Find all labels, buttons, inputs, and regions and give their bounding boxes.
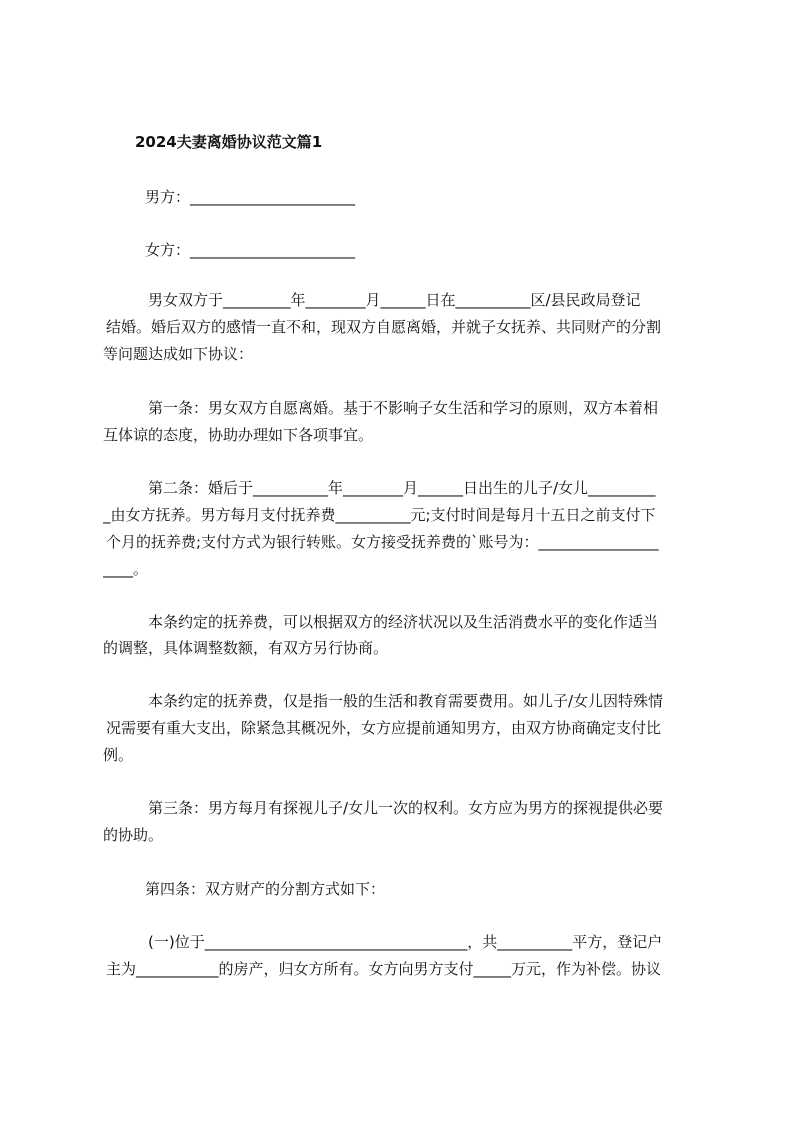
paragraph-line: _由女方抚养。男方每月支付抚养费__________元;支付时间是每月十五日之前支付下: [103, 506, 656, 524]
paragraph-line: 本条约定的抚养费，可以根据双方的经济状况以及生活消费水平的变化作适当: [148, 613, 659, 631]
paragraph-line: 本条约定的抚养费，仅是指一般的生活和教育需要费用。如儿子/女儿因特殊情: [148, 692, 664, 710]
paragraph-line: 况需要有重大支出，除紧急其概况外，女方应提前通知男方，由双方协商确定支付比: [106, 719, 662, 737]
paragraph-line: 互体谅的态度，协助办理如下各项事宜。: [103, 426, 374, 444]
paragraph-line: 的调整，具体调整数额，有双方另行协商。: [103, 639, 389, 657]
paragraph-line: 等问题达成如下协议：: [103, 345, 254, 363]
paragraph-line: 个月的抚养费;支付方式为银行转账。女方接受抚养费的`账号为：________________: [106, 533, 659, 551]
paragraph-line: (一)位于___________________________________，共__________平方，登记户: [148, 933, 663, 951]
paragraph-line: 男女双方于_________年________月______日在__________区/县民政局登记: [148, 291, 641, 309]
female-party-field: 女方：______________________: [145, 241, 356, 259]
paragraph-line: 结婚。婚后双方的感情一直不和，现双方自愿离婚，并就子女抚养、共同财产的分割: [106, 318, 662, 336]
paragraph-line: 第三条：男方每月有探视儿子/女儿一次的权利。女方应为男方的探视提供必要: [148, 799, 664, 817]
paragraph-line: 主为___________的房产，归女方所有。女方向男方支付_____万元，作为补偿。协议: [106, 960, 662, 978]
paragraph-line: ____。: [103, 560, 149, 578]
paragraph-line: 第四条：双方财产的分割方式如下：: [145, 880, 386, 898]
paragraph-line: 第一条：男女双方自愿离婚。基于不影响子女生活和学习的原则，双方本着相: [148, 399, 659, 417]
male-party-field: 男方：______________________: [145, 188, 356, 206]
paragraph-line: 例。: [103, 746, 134, 764]
document-title: 2024夫妻离婚协议范文篇1: [135, 133, 323, 151]
paragraph-line: 的协助。: [103, 826, 164, 844]
paragraph-line: 第二条：婚后于__________年________月______日出生的儿子/女儿_________: [148, 479, 656, 497]
